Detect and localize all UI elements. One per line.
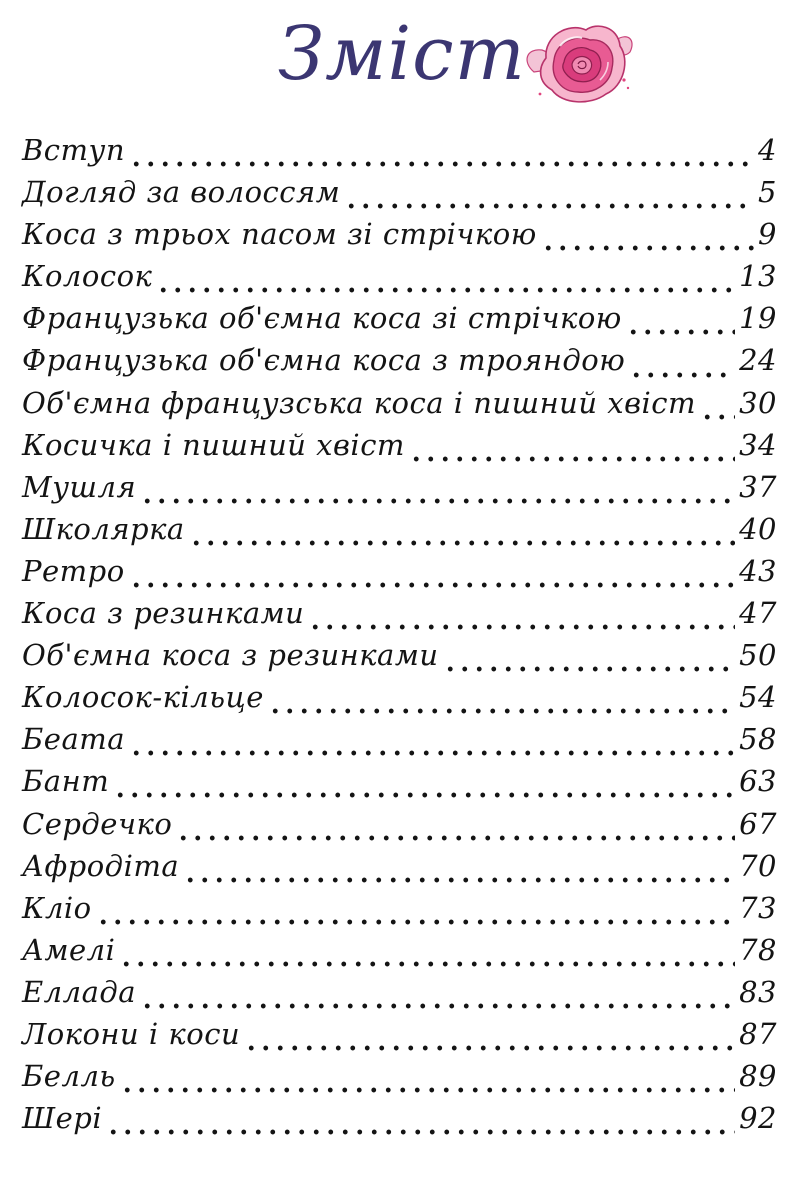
toc-entry-page-number: 58 — [739, 722, 777, 757]
toc-entry-title: Локони і коси — [22, 1016, 241, 1051]
dot-leader — [129, 160, 754, 168]
dot-leader — [443, 665, 736, 673]
toc-entry-page-number: 9 — [758, 217, 777, 252]
toc-entry-title: Амелі — [22, 932, 116, 967]
toc-entry-page-number: 40 — [739, 511, 777, 546]
toc-entry-title: Французька об'ємна коса зі стрічкою — [22, 301, 622, 336]
toc-entry-title: Афродіта — [22, 848, 180, 883]
toc-entry[interactable] — [22, 470, 777, 512]
dot-leader — [244, 1044, 735, 1052]
dot-leader — [344, 202, 754, 210]
toc-entry[interactable] — [22, 301, 777, 343]
dot-leader — [189, 539, 735, 547]
table-of-contents — [22, 133, 777, 1143]
toc-entry[interactable] — [22, 175, 777, 217]
dot-leader — [140, 1002, 735, 1010]
toc-entry[interactable] — [22, 428, 777, 470]
toc-entry[interactable] — [22, 849, 777, 891]
toc-entry[interactable] — [22, 764, 777, 806]
dot-leader — [626, 328, 735, 336]
toc-entry-title: Косичка і пишний хвіст — [22, 427, 405, 462]
toc-entry-title: Белль — [22, 1059, 116, 1094]
toc-entry[interactable] — [22, 807, 777, 849]
toc-entry-title: Об'ємна коса з резинками — [22, 638, 439, 673]
dot-leader — [409, 455, 735, 463]
dot-leader — [700, 413, 735, 421]
dot-leader — [156, 286, 735, 294]
toc-entry-title: Мушля — [22, 469, 137, 504]
dot-leader — [113, 791, 735, 799]
toc-entry[interactable] — [22, 596, 777, 638]
toc-entry-page-number: 54 — [739, 680, 777, 715]
dot-leader — [268, 707, 735, 715]
toc-entry-page-number: 83 — [739, 974, 777, 1009]
dot-leader — [129, 749, 735, 757]
toc-entry-title: Школярка — [22, 511, 185, 546]
toc-entry[interactable] — [22, 1101, 777, 1143]
toc-entry[interactable] — [22, 1017, 777, 1059]
toc-entry-page-number: 4 — [758, 133, 777, 167]
toc-entry[interactable] — [22, 554, 777, 596]
toc-entry[interactable] — [22, 386, 777, 428]
toc-entry-page-number: 30 — [739, 385, 777, 420]
toc-entry-title: Вступ — [22, 133, 126, 167]
toc-entry-title: Французька об'ємна коса з трояндою — [22, 343, 626, 378]
toc-entry[interactable] — [22, 1059, 777, 1101]
toc-entry-title: Коса з резинками — [22, 596, 305, 631]
toc-entry[interactable] — [22, 133, 777, 175]
toc-entry-page-number: 37 — [739, 469, 777, 504]
dot-leader — [541, 244, 754, 252]
toc-entry-page-number: 47 — [739, 596, 777, 631]
toc-entry-title: Ретро — [22, 553, 125, 588]
dot-leader — [183, 876, 735, 884]
toc-entry-page-number: 5 — [758, 175, 777, 210]
toc-entry-page-number: 92 — [739, 1101, 777, 1136]
toc-entry-page-number: 50 — [739, 638, 777, 673]
dot-leader — [140, 497, 735, 505]
toc-entry-page-number: 78 — [739, 932, 777, 967]
toc-entry[interactable] — [22, 638, 777, 680]
toc-entry-page-number: 19 — [739, 301, 777, 336]
dot-leader — [106, 1128, 735, 1136]
toc-entry-title: Беата — [22, 722, 126, 757]
toc-entry-page-number: 24 — [739, 343, 777, 378]
toc-entry-title: Кліо — [22, 890, 92, 925]
toc-entry-title: Колосок-кільце — [22, 680, 264, 715]
dot-leader — [119, 960, 735, 968]
toc-entry-title: Еллада — [22, 974, 137, 1009]
toc-entry-page-number: 89 — [739, 1059, 777, 1094]
toc-entry-page-number: 70 — [739, 848, 777, 883]
page-title: Зміст — [278, 11, 526, 97]
toc-entry[interactable] — [22, 722, 777, 764]
toc-entry-page-number: 73 — [739, 890, 777, 925]
toc-entry[interactable] — [22, 680, 777, 722]
rose-icon — [520, 10, 638, 110]
toc-entry-page-number: 43 — [739, 553, 777, 588]
dot-leader — [120, 1086, 735, 1094]
toc-entry-page-number: 67 — [739, 806, 777, 841]
toc-entry[interactable] — [22, 259, 777, 301]
page-header — [0, 0, 789, 118]
toc-entry-page-number: 13 — [739, 259, 777, 294]
toc-entry[interactable] — [22, 343, 777, 385]
toc-entry[interactable] — [22, 975, 777, 1017]
toc-entry-page-number: 63 — [739, 764, 777, 799]
toc-entry-title: Догляд за волоссям — [22, 175, 341, 210]
dot-leader — [629, 371, 735, 379]
toc-entry-title: Шері — [22, 1101, 103, 1136]
toc-entry[interactable] — [22, 217, 777, 259]
dot-leader — [308, 623, 735, 631]
dot-leader — [176, 834, 735, 842]
dot-leader — [96, 918, 735, 926]
toc-entry[interactable] — [22, 512, 777, 554]
toc-entry-page-number: 87 — [739, 1016, 777, 1051]
dot-leader — [129, 581, 735, 589]
toc-entry-title: Сердечко — [22, 806, 173, 841]
toc-entry-page-number: 34 — [739, 427, 777, 462]
toc-entry-title: Бант — [22, 764, 110, 799]
toc-entry-title: Коса з трьох пасом зі стрічкою — [22, 217, 537, 252]
toc-entry-title: Об'ємна французська коса і пишний хвіст — [22, 385, 696, 420]
toc-entry-title: Колосок — [22, 259, 153, 294]
toc-entry[interactable] — [22, 933, 777, 975]
toc-entry[interactable] — [22, 891, 777, 933]
